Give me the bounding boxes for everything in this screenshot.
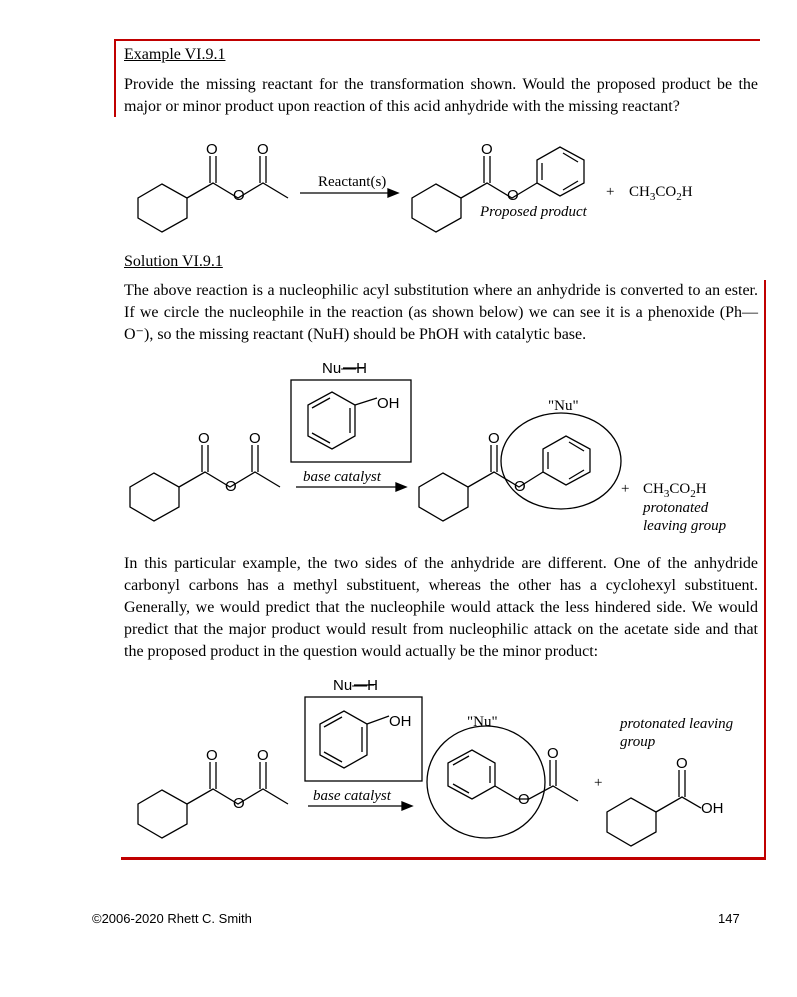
- cyclohexane-ring-2: [130, 473, 179, 521]
- ester-chain: [461, 183, 537, 198]
- oxygen-atom: O: [257, 141, 269, 158]
- cyclohexane-ring: [138, 184, 187, 232]
- footer-copyright: ©2006-2020 Rhett C. Smith: [92, 911, 252, 926]
- oh-label: OH: [377, 395, 400, 412]
- oxygen-atom: O: [249, 430, 261, 447]
- oxygen-atom: O: [233, 187, 245, 204]
- cyclohexane-ring-3: [138, 790, 187, 838]
- footer-page-number: 147: [718, 911, 740, 926]
- phenol-ring: [308, 392, 355, 449]
- oxygen-atom: O: [488, 430, 500, 447]
- oxygen-atom: O: [198, 430, 210, 447]
- byproduct-formula: $CH_3CO_2H$: [643, 481, 707, 500]
- product-phenyl-ring-2: [543, 436, 590, 485]
- example-heading: Example VI.9.1: [124, 46, 226, 63]
- oxygen-atom: O: [233, 795, 245, 812]
- nu-h-label: Nu—H: [333, 677, 379, 694]
- nucleophile-circle-3: [427, 726, 545, 838]
- oxygen-atom: O: [225, 478, 237, 495]
- oxygen-atom: O: [481, 141, 493, 158]
- leaving-group-label-2: group: [620, 734, 656, 750]
- phenol-ring-3: [320, 711, 367, 768]
- oxygen-atom: O: [514, 478, 526, 495]
- acid-cyclohexane-ring: [607, 798, 656, 846]
- oh-label: OH: [389, 713, 412, 730]
- acid-oh-label: OH: [701, 800, 724, 817]
- oxygen-atom: O: [676, 755, 688, 772]
- product-cyclohexane-ring: [412, 184, 461, 232]
- example-question: Provide the missing reactant for the transformation shown. Would the proposed product be the major or minor product upon reaction of this acid anhydride with the missing reactant?: [124, 76, 758, 115]
- nu-h-label: Nu—H: [322, 360, 368, 377]
- oxygen-atom: O: [257, 747, 269, 764]
- arrow-label-base-catalyst: base catalyst: [313, 788, 391, 804]
- oxygen-atom: O: [206, 141, 218, 158]
- oxygen-atom: O: [518, 791, 530, 808]
- plus-sign: +: [621, 481, 630, 497]
- proposed-product-label: Proposed product: [480, 204, 587, 220]
- nucleophile-box-3: [305, 697, 422, 781]
- nu-quote-label: "Nu": [467, 714, 498, 730]
- oxygen-atom: O: [507, 187, 519, 204]
- solution-paragraph-2: In this particular example, the two sides of the anhydride are different. One of the anhydride carbonyl carbons has a methyl substituent, whereas the other has a cyclohexyl substituent. Generally, we would predict that the nucleophile would attack the less hindered side. We would predict that the major product would result from nucleophilic attack on the acetate side and that the proposed product in the question would actually be the minor product:: [124, 555, 758, 660]
- leaving-group-label-1: protonated: [643, 500, 709, 516]
- oxygen-atom: O: [206, 747, 218, 764]
- byproduct-formula: $CH_3CO_2H$: [629, 184, 693, 203]
- nu-quote-label: "Nu": [548, 398, 579, 414]
- oxygen-atom: O: [547, 745, 559, 762]
- arrow-label-base-catalyst: base catalyst: [303, 469, 381, 485]
- plus-sign: +: [594, 775, 603, 791]
- nucleophile-box: [291, 380, 411, 462]
- solution-paragraph-1: The above reaction is a nucleophilic acyl substitution where an anhydride is converted to an ester. If we circle the nucleophile in the reaction (as shown below) we can see it is a phenoxide (Ph—O⁻), so the missing reactant (NuH) should be PhOH with catalytic base.: [124, 282, 758, 343]
- solution-heading: Solution VI.9.1: [124, 253, 223, 270]
- leaving-group-label-2: leaving group: [643, 518, 727, 534]
- product-cyclohexane-ring-2: [419, 473, 468, 521]
- arrow-label-reactants: Reactant(s): [318, 174, 387, 190]
- leaving-group-label-1: protonated leaving: [620, 716, 734, 732]
- plus-sign: +: [606, 184, 615, 200]
- phenyl-ring: [537, 147, 584, 196]
- product-phenyl-ring-3: [448, 750, 495, 799]
